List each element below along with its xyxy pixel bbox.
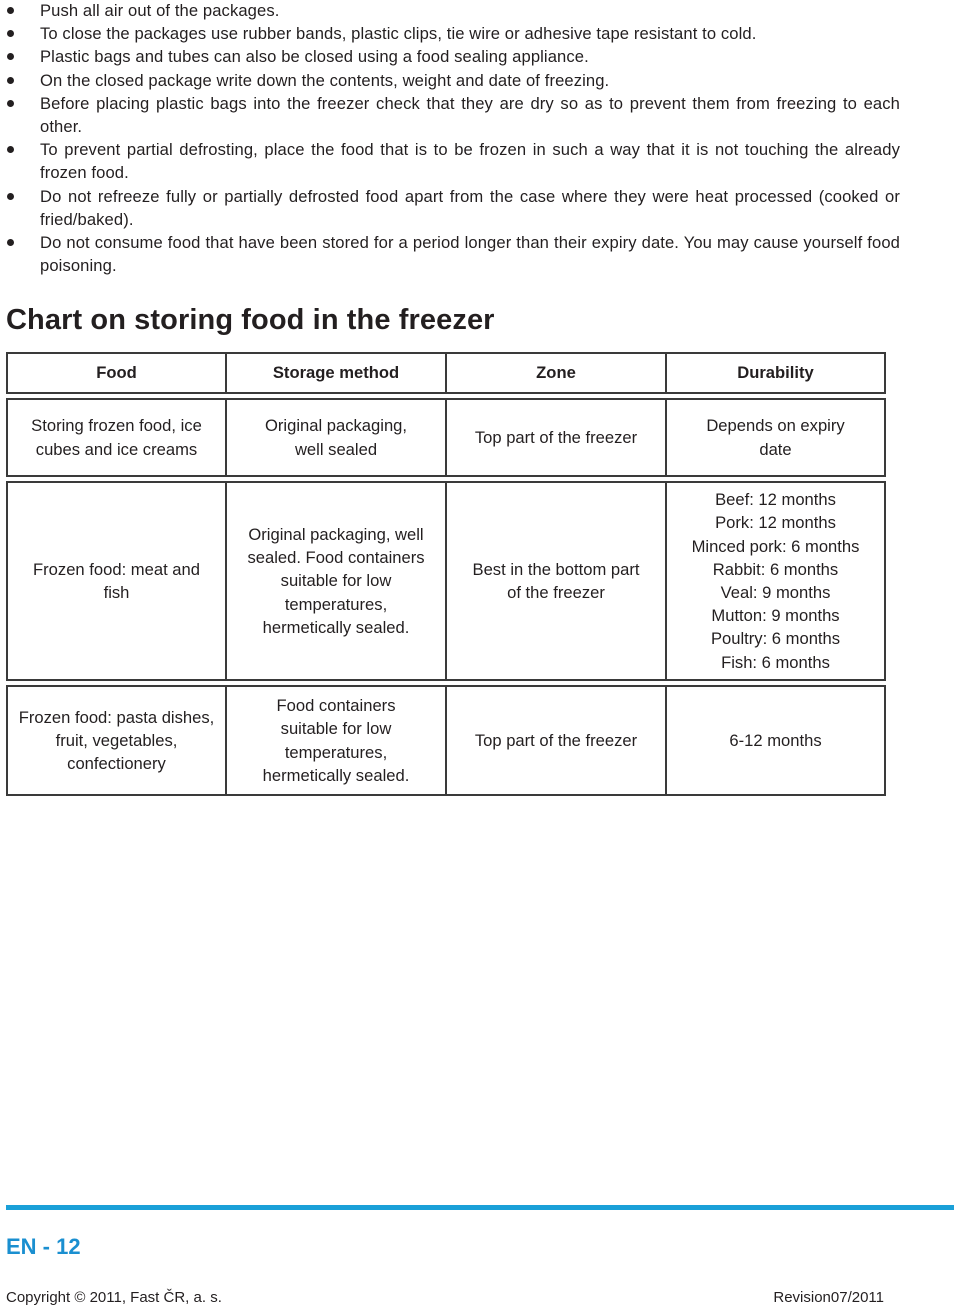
freezer-storage-table	[6, 348, 886, 800]
header-zone: Zone	[445, 352, 665, 394]
bullet-icon	[7, 100, 14, 107]
revision-label: Revision	[773, 1289, 831, 1306]
bullet-icon	[7, 193, 14, 200]
bullet-icon	[7, 53, 14, 60]
table-row	[6, 685, 886, 796]
durability-line: Pork: 12 months	[715, 513, 836, 533]
bullet-icon	[7, 30, 14, 37]
durability-line: Beef: 12 months	[715, 490, 836, 510]
durability-line: Mutton: 9 months	[711, 606, 840, 626]
durability-line: Minced pork: 6 months	[691, 536, 860, 556]
section-title: Chart on storing food in the freezer	[6, 304, 495, 336]
list-item	[0, 185, 900, 231]
cell-storage-method: Food containers suitable for low temperatures, hermetically sealed.	[225, 685, 445, 796]
revision-date: 07/2011	[830, 1289, 884, 1306]
cell-food: Storing frozen food, ice cubes and ice creams	[6, 398, 225, 477]
header-storage-method: Storage method	[225, 352, 445, 394]
list-item-text: Before placing plastic bags into the freezer check that they are dry so as to prevent them from freezing to each other.	[40, 93, 900, 137]
footer-divider	[6, 1205, 954, 1210]
table-row	[6, 398, 886, 477]
bullet-icon	[7, 77, 14, 84]
durability-line: Veal: 9 months	[720, 583, 831, 602]
durability-line: Rabbit: 6 months	[712, 559, 839, 579]
copyright-notice: Copyright © 2011, Fast ČR, a. s.	[6, 1289, 222, 1306]
cell-food: Frozen food: pasta dishes, fruit, vegetables, confectionery	[6, 685, 225, 796]
list-item-text: To close the packages use rubber bands, plastic clips, tie wire or adhesive tape resistant to cold.	[40, 24, 757, 44]
list-item	[0, 92, 900, 138]
bullet-icon	[7, 7, 14, 14]
cell-zone: Best in the bottom part of the freezer	[445, 481, 665, 681]
cell-durability	[665, 481, 886, 681]
instructions-list	[0, 0, 900, 277]
cell-zone: Top part of the freezer	[445, 685, 665, 796]
list-item	[0, 45, 900, 68]
list-item-text: On the closed package write down the contents, weight and date of freezing.	[40, 70, 610, 90]
cell-durability: Depends on expiry date	[665, 398, 886, 477]
bullet-icon	[7, 239, 14, 246]
header-durability: Durability	[665, 352, 886, 394]
durability-line: Fish: 6 months	[721, 652, 830, 672]
list-item	[0, 0, 900, 22]
cell-storage-method: Original packaging, well sealed	[225, 398, 445, 477]
page-number: EN - 12	[6, 1234, 81, 1259]
list-item-text: Do not consume food that have been stored for a period longer than their expiry date. You may cause yourself food poisoning.	[40, 233, 900, 276]
list-item	[0, 22, 900, 45]
cell-food: Frozen food: meat and fish	[6, 481, 225, 681]
list-item	[0, 231, 900, 277]
cell-durability: 6-12 months	[665, 685, 886, 796]
list-item-text: To prevent partial defrosting, place the food that is to be frozen in such a way that it is not touching the already frozen food.	[40, 140, 900, 183]
list-item-text: Plastic bags and tubes can also be closed using a food sealing appliance.	[40, 47, 589, 67]
table-row	[6, 481, 886, 681]
bullet-icon	[7, 146, 14, 153]
cell-zone: Top part of the freezer	[445, 398, 665, 477]
list-item	[0, 69, 900, 92]
cell-storage-method: Original packaging, well sealed. Food containers suitable for low temperatures, hermetically sealed.	[225, 481, 445, 681]
list-item-text: Do not refreeze fully or partially defrosted food apart from the case where they were heat processed (cooked or fried/baked).	[40, 186, 900, 229]
header-food: Food	[6, 352, 225, 394]
table-header-row	[6, 352, 886, 394]
list-item	[0, 138, 900, 184]
revision-info	[773, 1289, 884, 1306]
durability-line: Poultry: 6 months	[710, 629, 841, 649]
list-item-text: Push all air out of the packages.	[40, 1, 280, 20]
